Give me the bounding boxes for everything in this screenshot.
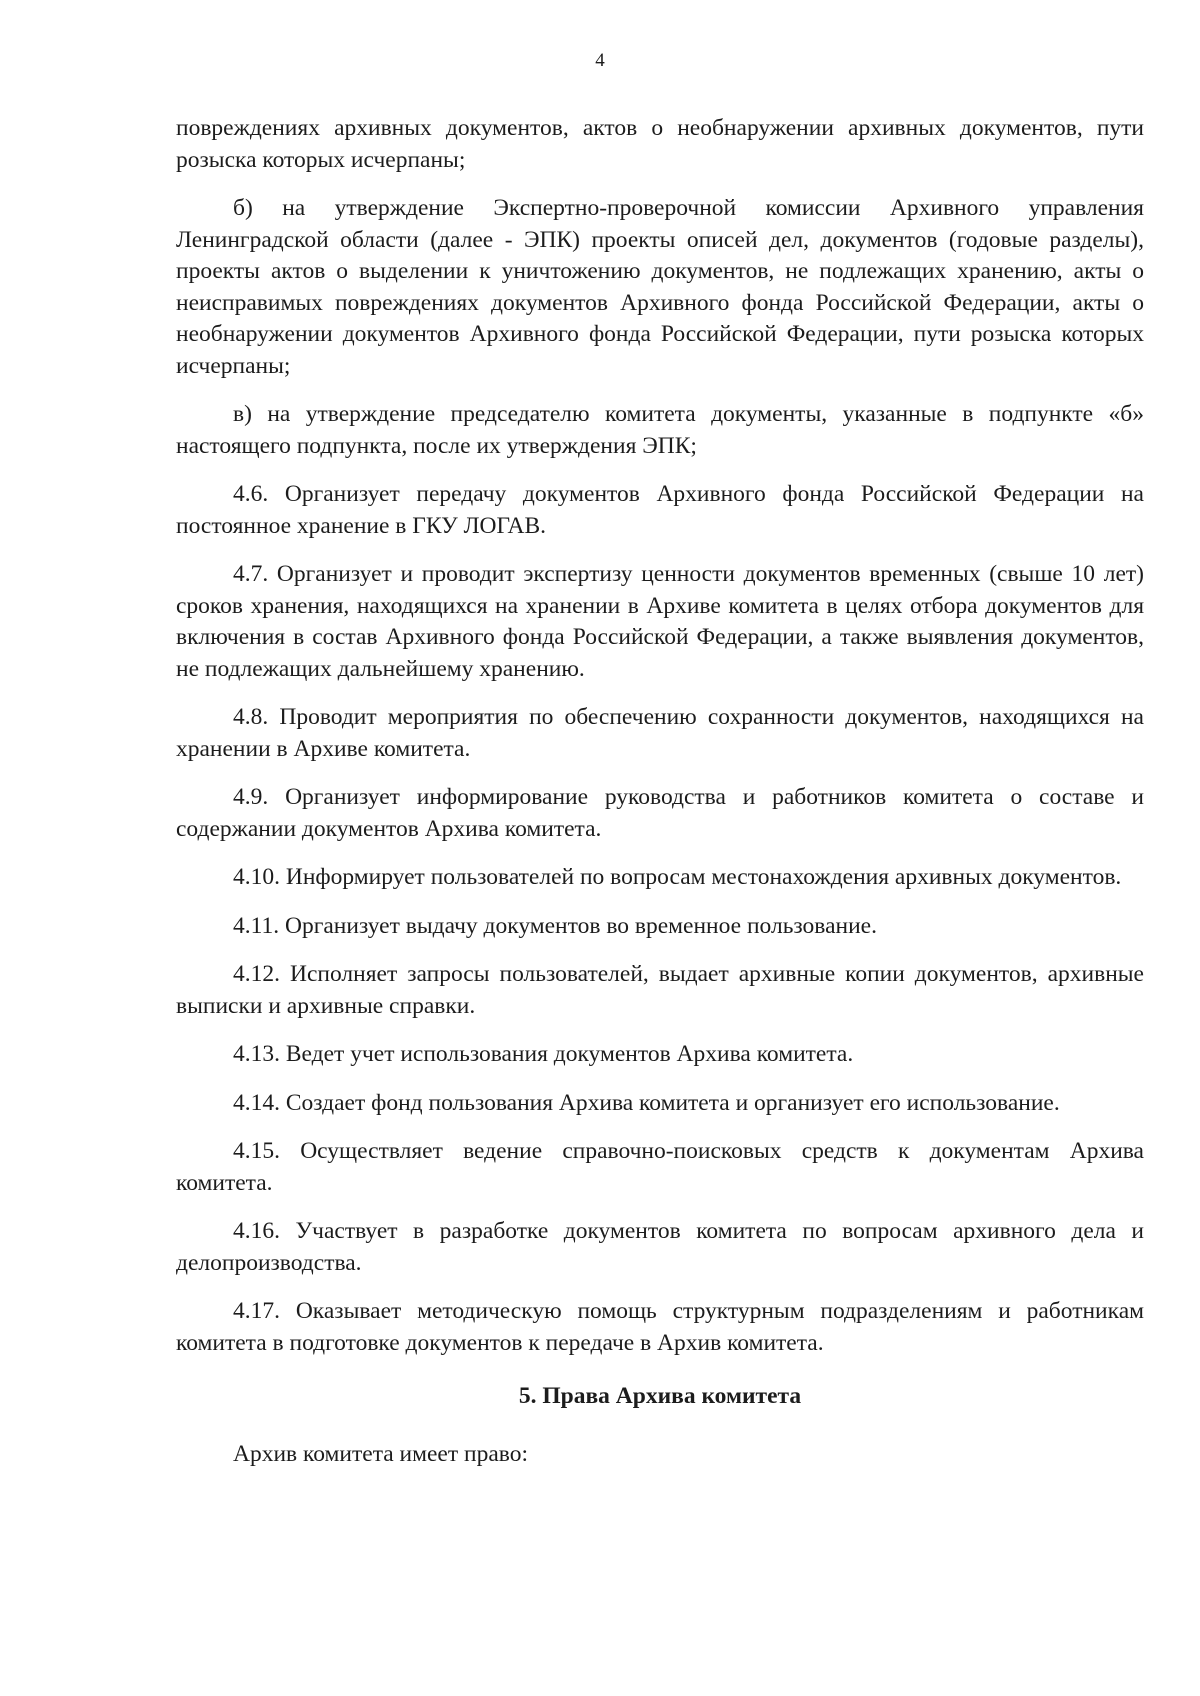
paragraph-4-8: 4.8. Проводит мероприятия по обеспечению сохранности документов, находящихся на хранении в Архиве комитета. [176, 704, 1144, 762]
paragraph-4-13: 4.13. Ведет учет использования документов Архива комитета. [233, 1041, 854, 1067]
section-heading: 5. Права Архива комитета [518, 1383, 802, 1409]
paragraph-4-9: 4.9. Организует информирование руководства и работников комитета о составе и содержании документов Архива комитета. [176, 784, 1144, 842]
page-number: 4 [595, 50, 605, 71]
paragraph-4-6: 4.6. Организует передачу документов Архивного фонда Российской Федерации на постоянное хранение в ГКУ ЛОГАВ. [176, 481, 1144, 539]
closing-paragraph: Архив комитета имеет право: [233, 1440, 528, 1467]
paragraph-v: в) на утверждение председателю комитета документы, указанные в подпункте «б» настоящего подпункта, после их утверждения ЭПК; [176, 401, 1144, 459]
paragraph-4-16: 4.16. Участвует в разработке документов комитета по вопросам архивного дела и делопроизводства. [176, 1218, 1144, 1276]
paragraph-continuation: повреждениях архивных документов, актов о необнаружении архивных документов, пути розыска которых исчерпаны; [176, 115, 1144, 173]
paragraph-4-12: 4.12. Исполняет запросы пользователей, выдает архивные копии документов, архивные выписки и архивные справки. [176, 961, 1144, 1019]
paragraph-4-15: 4.15. Осуществляет ведение справочно-поисковых средств к документам Архива комитета. [176, 1138, 1144, 1196]
document-body [176, 113, 1200, 1487]
paragraph-4-10: 4.10. Информирует пользователей по вопросам местонахождения архивных документов. [233, 864, 1122, 890]
paragraph-4-7: 4.7. Организует и проводит экспертизу ценности документов временных (свыше 10 лет) сроков хранения, находящихся на хранении в Архиве комитета в целях отбора документов для включения в состав Архивного фонда Российской Федерации, а также выявления документов, не подлежащих дальнейшему хранению. [176, 561, 1144, 682]
paragraph-b: б) на утверждение Экспертно-проверочной комиссии Архивного управления Ленинградской области (далее - ЭПК) проекты описей дел, документов (годовые разделы), проекты актов о выделении к уничтожению документов, не подлежащих хранению, акты о неисправимых повреждениях документов Архивного фонда Российской Федерации, акты о необнаружении документов Архивного фонда Российской Федерации, пути розыска которых исчерпаны; [176, 195, 1144, 379]
paragraph-4-17: 4.17. Оказывает методическую помощь структурным подразделениям и работникам комитета в подготовке документов к передаче в Архив комитета. [176, 1298, 1144, 1356]
paragraph-4-14: 4.14. Создает фонд пользования Архива комитета и организует его использование. [233, 1089, 1060, 1116]
paragraph-4-11: 4.11. Организует выдачу документов во временное пользование. [233, 912, 877, 939]
